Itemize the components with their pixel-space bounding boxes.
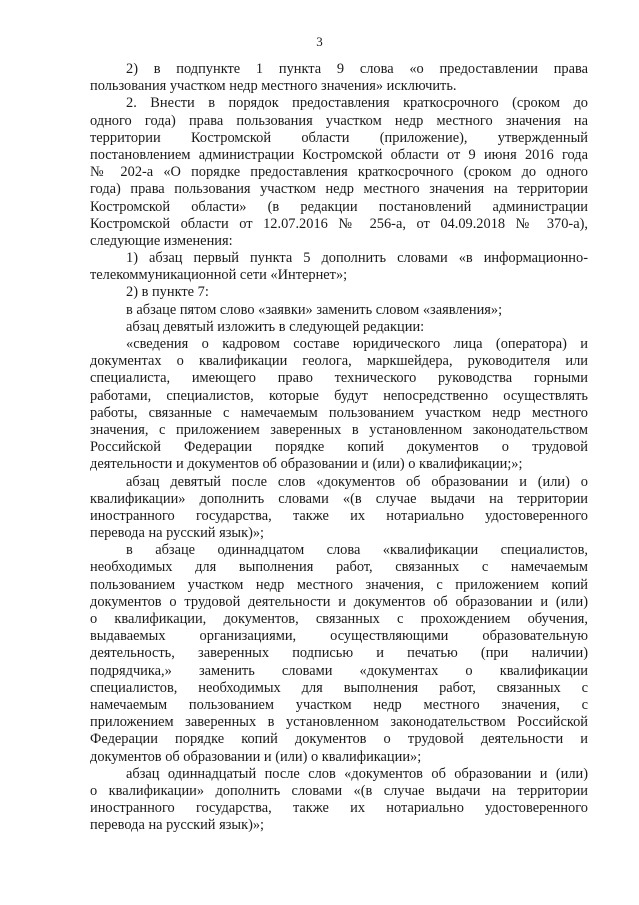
- text-line: 2) в подпункте 1 пункта 9 слова «о предоставлении права: [126, 61, 588, 77]
- text-line: иностранного государства, также их нотариально удостоверенного: [90, 507, 588, 524]
- body-text: [90, 61, 588, 834]
- text-line: Костромской области от 12.07.2016 № 256-а, от 04.09.2018 № 370-а),: [90, 215, 588, 232]
- text-line: специалистов, необходимых для выполнения работ, связанных с: [90, 679, 588, 696]
- text-line: перевода на русский язык)»;: [90, 817, 265, 834]
- text-line: о квалификации» дополнить словами «(в случае выдачи на территории: [90, 782, 588, 799]
- text-line: абзац девятый после слов «документов об образовании и (или) о: [126, 473, 588, 490]
- text-line: в абзаце пятом слово «заявки» заменить словом «заявления»;: [126, 301, 503, 318]
- text-line: следующие изменения:: [90, 232, 233, 249]
- text-line: деятельности и документов об образовании и (или) о квалификации;»;: [90, 456, 523, 473]
- text-line: Российской Федерации порядке копий документов о трудовой: [90, 439, 588, 456]
- text-line: документах о квалификации геолога, маркшейдера, руководителя или: [90, 353, 588, 370]
- text-line: иностранного государства, также их нотариально удостоверенного: [90, 800, 588, 817]
- text-line: пользованием участком недр местного значения, с приложением копий: [90, 576, 588, 593]
- text-line: 2. Внести в порядок предоставления краткосрочного (сроком до: [126, 95, 588, 112]
- text-line: № 202-а «О порядке предоставления краткосрочного (сроком до одного: [90, 164, 588, 181]
- text-line: документов об образовании и (или) о квалификации»;: [90, 748, 422, 765]
- text-line: в абзаце одиннадцатом слова «квалификации специалистов,: [126, 542, 588, 559]
- text-line: Федерации порядке копий документов о трудовой деятельности и: [90, 731, 588, 748]
- text-line: работы, связанные с намечаемым пользованием участком недр местного: [90, 404, 588, 421]
- text-line: телекоммуникационной сети «Интернет»;: [90, 267, 348, 284]
- text-line: «сведения о кадровом составе юридического лица (оператора) и: [126, 336, 588, 352]
- text-line: территории Костромской области (приложение), утвержденный: [90, 129, 588, 146]
- text-line: о квалификации, документов, связанных с прохождением обучения,: [90, 611, 588, 627]
- text-line: года) права пользования участком недр местного значения на территории: [90, 181, 588, 198]
- text-line: Костромской области» (в редакции постановлений администрации: [90, 198, 588, 215]
- text-line: перевода на русский язык)»;: [90, 525, 265, 542]
- text-line: документов о трудовой деятельности и документов об образовании и (или): [90, 593, 588, 610]
- text-line: подрядчика,» заменить словами «документах о квалификации: [90, 662, 588, 679]
- text-line: намечаемым пользованием участком недр местного значения, с: [90, 696, 588, 713]
- text-line: специалиста, имеющего право технического руководства горными: [90, 370, 588, 387]
- text-line: 2) в пункте 7:: [126, 284, 209, 301]
- text-line: абзац девятый изложить в следующей редакции:: [126, 318, 425, 335]
- text-line: одного года) права пользования участком недр местного значения на: [90, 112, 588, 129]
- text-line: выдаваемых организациями, осуществляющими образовательную: [90, 628, 588, 645]
- text-line: приложением заверенных в установленном законодательством Российской: [90, 714, 588, 731]
- text-line: квалификации» дополнить словами «(в случае выдачи на территории: [90, 490, 588, 507]
- text-line: необходимых для выполнения работ, связанных с намечаемым: [90, 559, 588, 576]
- text-line: значения, с приложением заверенных в установленном законодательством: [90, 421, 588, 438]
- text-line: пользования участком недр местного значения» исключить.: [90, 78, 457, 95]
- page-number: 3: [316, 34, 323, 49]
- text-line: постановлением администрации Костромской области от 9 июня 2016 года: [90, 146, 588, 163]
- text-line: работами, специалистов, которые будут непосредственно осуществлять: [90, 387, 588, 404]
- text-line: абзац одиннадцатый после слов «документов об образовании и (или): [126, 765, 588, 782]
- text-line: деятельность, заверенных подписью и печатью (при наличии): [90, 645, 588, 662]
- text-line: 1) абзац первый пункта 5 дополнить словами «в информационно-: [126, 250, 588, 267]
